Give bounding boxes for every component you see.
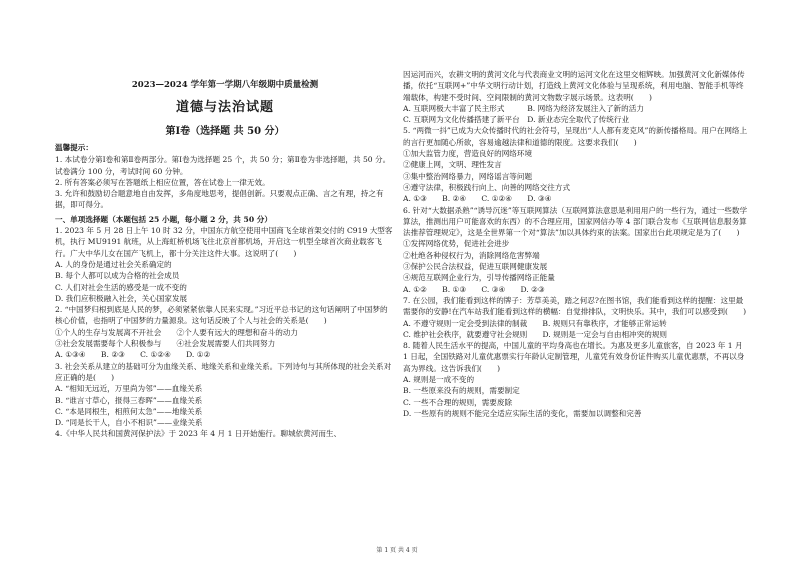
left-column xyxy=(55,142,395,440)
question-statement: ①加大监管力度，营造良好的网络环境 xyxy=(403,149,533,159)
question-text: 2. “中国梦归根到底是人民的梦，必须紧紧依靠人民来实现。”习近平总书记的这句话阐明了中国梦的核心价值，也指明了中国梦的力量源泉。这句话反映了个人与社会的关系是( ) xyxy=(55,305,388,326)
section-title: 第Ⅰ卷（选择题 共 50 分） xyxy=(165,126,285,137)
exam-title: 2023—2024 学年第一学期八年级期中质量检测 xyxy=(131,80,319,90)
question-option: C. 人们对社会生活的感受是一成不变的 xyxy=(55,282,187,292)
question-option: A. 不遵守规则一定会受到法律的制裁 B. 规则只有靠秩序，才能够正常运转 xyxy=(403,318,667,328)
tip-item: 2. 所有答案必须写在答题纸上相应位置，答在试卷上一律无效。 xyxy=(55,177,270,187)
question-option: B. “谁言寸草心，报得三春晖”——血缘关系 xyxy=(55,395,203,405)
question-option: C. “本是同根生，相煎何太急”——地缘关系 xyxy=(55,406,203,416)
question-statement: ①个人的生存与发展离不开社会 ②个人要有远大的理想和奋斗的动力 xyxy=(55,327,298,337)
question-text: 5. “两微一抖”已成为大众传播时代的社会符号，呈现出“人人都有麦克风”的新传播格局。用户在网络上的言行更加随心所欲，容易逾越法律和道德的限度。这要求我们( ) xyxy=(403,126,748,147)
question-option: B. 每个人都可以成为合格的社会成员 xyxy=(55,271,180,281)
question-option: A. 人的身份是通过社会关系确定的 xyxy=(55,259,172,269)
question-statement: ③集中整治网络暴力，网络谣言等问题 xyxy=(403,171,533,181)
question-text: 7. 在公园，我们能看到这样的牌子：芳草美美，踏之何忍?在图书馆，我们能看到这样的提醒：这里最需要你的安静!在汽车站我们能看到这样的横幅：自觉排排队，文明快乐。其中，我们可以感受到( ) xyxy=(403,295,747,317)
question-text: 6. 针对“大数据杀熟”“诱导沉迷”等互联网算法（互联网算法意思是利用用户的一些行为，通过一些数学算法，推测出用户可能喜欢的东西）的不合理应用，国家网信办等 4 部门联合发布《互联网信息服务算法推荐管理规定》，这是全世界第一个对“算法”加以具体约束的法案。国家出台此项规定是为了( ) xyxy=(403,205,748,238)
tip-item: 1. 本试卷分第Ⅰ卷和第Ⅱ卷两部分。第Ⅰ卷为选择题 25 个，共 50 分；第Ⅱ卷为非选择题，共 50 分。试卷满分 100 分，考试时间 60 分钟。 xyxy=(55,155,391,176)
question-option: D. 我们应积极融入社会，关心国家发展 xyxy=(55,293,188,303)
question-statement: ②健康上网，文明、理性发言 xyxy=(403,160,502,170)
question-option: D. 一些原有的规则不能完全适应实际生活的变化，需要加以调整和完善 xyxy=(403,408,642,418)
question-option: D. “同是长干人，自小不相识”——业缘关系 xyxy=(55,418,203,428)
question-option: B. 一些原来没有的规则，需要制定 xyxy=(403,386,520,396)
question-option: A. ①③④ B. ②③ C. ①②④ D. ①② xyxy=(55,350,211,360)
question-statement: ①发挥网络优势，促进社会进步 xyxy=(403,239,510,249)
question-statement: ④规范互联网企业行为，引导传播网络正能量 xyxy=(403,273,555,283)
subject-title: 道德与法治试题 xyxy=(175,100,274,115)
tip-item: 3. 允许和鼓励切合题意地自由发挥，多角度地思考，提倡创新。只要观点正确、言之有理，持之有据，即可得分。 xyxy=(55,189,384,210)
question-text: 3. 社会关系从建立的基础可分为血缘关系、地缘关系和业缘关系。下列诗句与其所体现的社会关系对应正确的是( ) xyxy=(55,361,392,382)
section-heading: 一、单项选择题（本题包括 25 小题，每小题 2 分，共 50 分） xyxy=(55,214,272,224)
question-option: A. “相知无远近，万里尚为邻”——血缘关系 xyxy=(55,384,203,394)
question-option: A. ①③ B. ②④ C. ①②④ D. ③④ xyxy=(403,194,552,204)
question-statement: ④遵守法律，积极践行向上、向善的网络交往方式 xyxy=(403,182,571,192)
question-option: C. 维护社会秩序，就要遵守社会规则 D. 规则是一定会与自由相冲突的规则 xyxy=(403,329,668,339)
question-statement: ③社会发展需要每个人积极参与 ④社会发展需要人们共同努力 xyxy=(55,339,276,349)
question-text: 4.《中华人民共和国黄河保护法》于 2023 年 4 月 1 日开始施行。聊城依黄河而生、 xyxy=(55,429,342,439)
question-option: A. 规则是一成不变的 xyxy=(403,375,475,385)
question-statement: ②杜绝各种侵权行为，消除网络危害弊端 xyxy=(403,250,540,260)
tips-heading: 温馨提示： xyxy=(55,143,93,152)
question-option: C. 一些不合理的规则，需要废除 xyxy=(403,397,513,407)
question-text: 因运河而兴，农耕文明的黄河文化与代表商业文明的运河文化在这里交相辉映。加强黄河文化新媒体传播，依托“互联网+”中华文明行动计划，打造线上黄河文化体验与呈现系统，利用电脑、智能手机等终端载体，构建不受时间、空间限制的黄河文物数字展示场景。这表明( ) xyxy=(403,70,745,102)
question-option: A. ①② B. ①③ C. ③④ D. ②③ xyxy=(403,284,545,294)
right-column xyxy=(403,69,748,419)
question-statement: ③保护公民合法权益，促进互联网健康发展 xyxy=(403,262,548,272)
question-option: C. 互联网为文化传播搭建了新平台 D. 新业态完全取代了传统行业 xyxy=(403,115,630,125)
question-option: A. 互联网极大丰富了民主形式 B. 网络为经济发展注入了新的活力 xyxy=(403,103,644,113)
question-text: 8. 随着人民生活水平的提高，中国儿童的平均身高也在增长。为惠及更多儿童旅客，自 2023 年 1 月 1 日起，全国铁路对儿童优惠票实行年龄认定制管理，儿童凭有效身份证件购买儿童优惠票，不再以身高为界线。这告诉我们( ) xyxy=(403,341,745,373)
page-footer: 第 1 页 共 4 页 xyxy=(376,547,418,554)
question-text: 1. 2023 年 5 月 28 日上午 10 时 32 分，中国东方航空使用中国商飞全球首架交付的 C919 大型客机，执行 MU9191 航班，从上海虹桥机场飞往北京首都机场，开启这一机型全球首次商业载客飞行。广大中华儿女在国产飞机上，都十分关注这件大事。这说明了( ) xyxy=(55,226,393,258)
